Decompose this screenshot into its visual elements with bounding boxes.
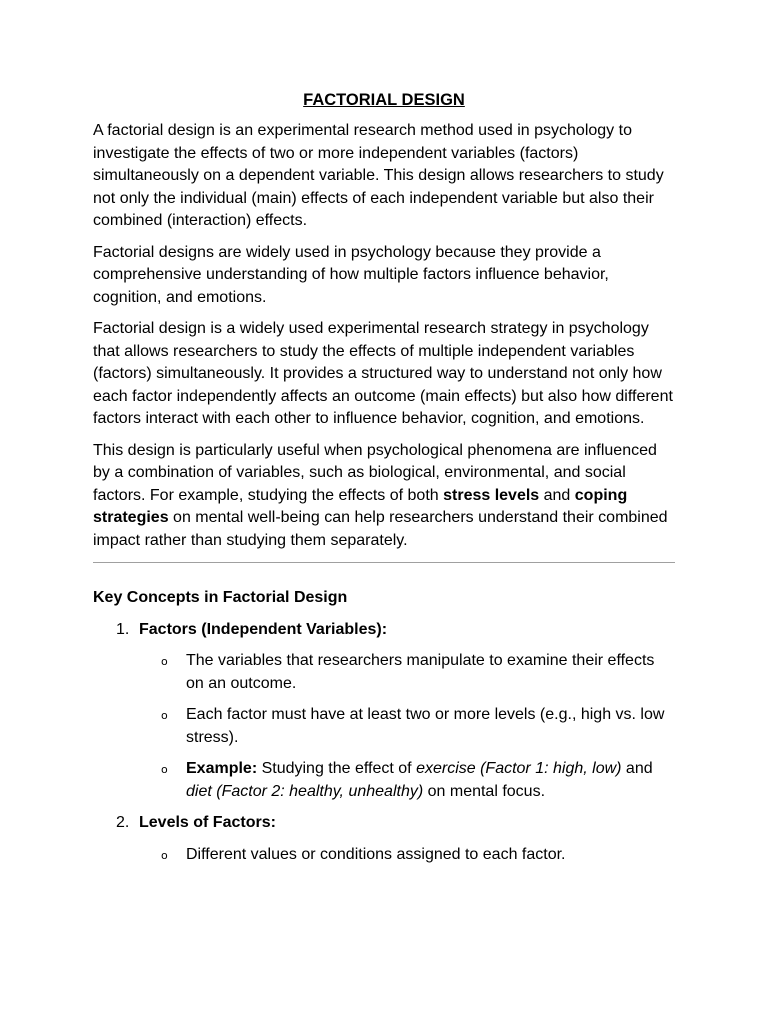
paragraph-example-text-b: and [539, 486, 575, 504]
bold-coping-strategies: coping strategies [93, 486, 628, 526]
example-text-b: and [621, 760, 653, 777]
paragraph-strategy: Factorial design is a widely used experimental research strategy in psychology that allows researchers to study the effects of multiple independent variables (factors) simultaneously. It provides a structured way to understand not only how each factor independently affects an outcome (main effects) but also how different factors interact with each other to influence behavior, cognition, and emotions. [93, 320, 673, 427]
italic-exercise: exercise (Factor 1: high, low) [416, 760, 622, 777]
key-concepts-heading: Key Concepts in Factorial Design [93, 589, 348, 606]
example-text-a: Studying the effect of [257, 760, 417, 777]
list-item-title: Levels of Factors: [139, 814, 276, 831]
bullet-icon: o [161, 709, 168, 722]
horizontal-divider [93, 562, 675, 563]
paragraph-example [93, 440, 675, 553]
sub-list-item [93, 650, 675, 695]
bullet-icon: o [161, 655, 168, 668]
bold-stress-levels: stress levels [443, 486, 540, 504]
sub-list-factors [93, 650, 675, 803]
paragraph-example-text-c: on mental well-being can help researchers understand their combined impact rather than studying them separately. [93, 509, 668, 549]
paragraph-example-text-a: This design is particularly useful when psychological phenomena are influenced by a combination of variables, such as biological, environmental, and social factors. For example, studying the effects of both [93, 441, 657, 504]
document-body [93, 88, 675, 875]
italic-diet: diet (Factor 2: healthy, unhealthy) [186, 782, 424, 800]
list-number: 1. [116, 620, 130, 638]
sub-item-text: Each factor must have at least two or more levels (e.g., high vs. low stress). [186, 706, 665, 746]
example-label: Example: [186, 760, 258, 777]
list-item-levels [93, 812, 675, 835]
sub-list-item [93, 844, 675, 867]
sub-list-levels [93, 844, 675, 867]
list-number: 2. [116, 814, 130, 831]
sub-list-item [93, 758, 675, 803]
sub-list-item [93, 704, 675, 749]
sub-item-text: Different values or conditions assigned to each factor. [186, 845, 566, 863]
list-item-title: Factors (Independent Variables): [139, 620, 388, 638]
paragraph-intro: A factorial design is an experimental research method used in psychology to investigate the effects of two or more independent variables (factors) simultaneously on a dependent variable. This design allows researchers to study not only the individual (main) effects of each independent variable but also their combined (interaction) effects. [93, 122, 664, 229]
list-item-factors [93, 619, 675, 642]
document-title: FACTORIAL DESIGN [303, 91, 465, 109]
example-text-c: on mental focus. [423, 782, 546, 800]
bullet-icon: o [161, 763, 168, 776]
sub-item-text: The variables that researchers manipulate to examine their effects on an outcome. [186, 652, 655, 692]
bullet-icon: o [161, 848, 168, 862]
paragraph-usage: Factorial designs are widely used in psychology because they provide a comprehensive understanding of how multiple factors influence behavior, cognition, and emotions. [93, 243, 609, 306]
